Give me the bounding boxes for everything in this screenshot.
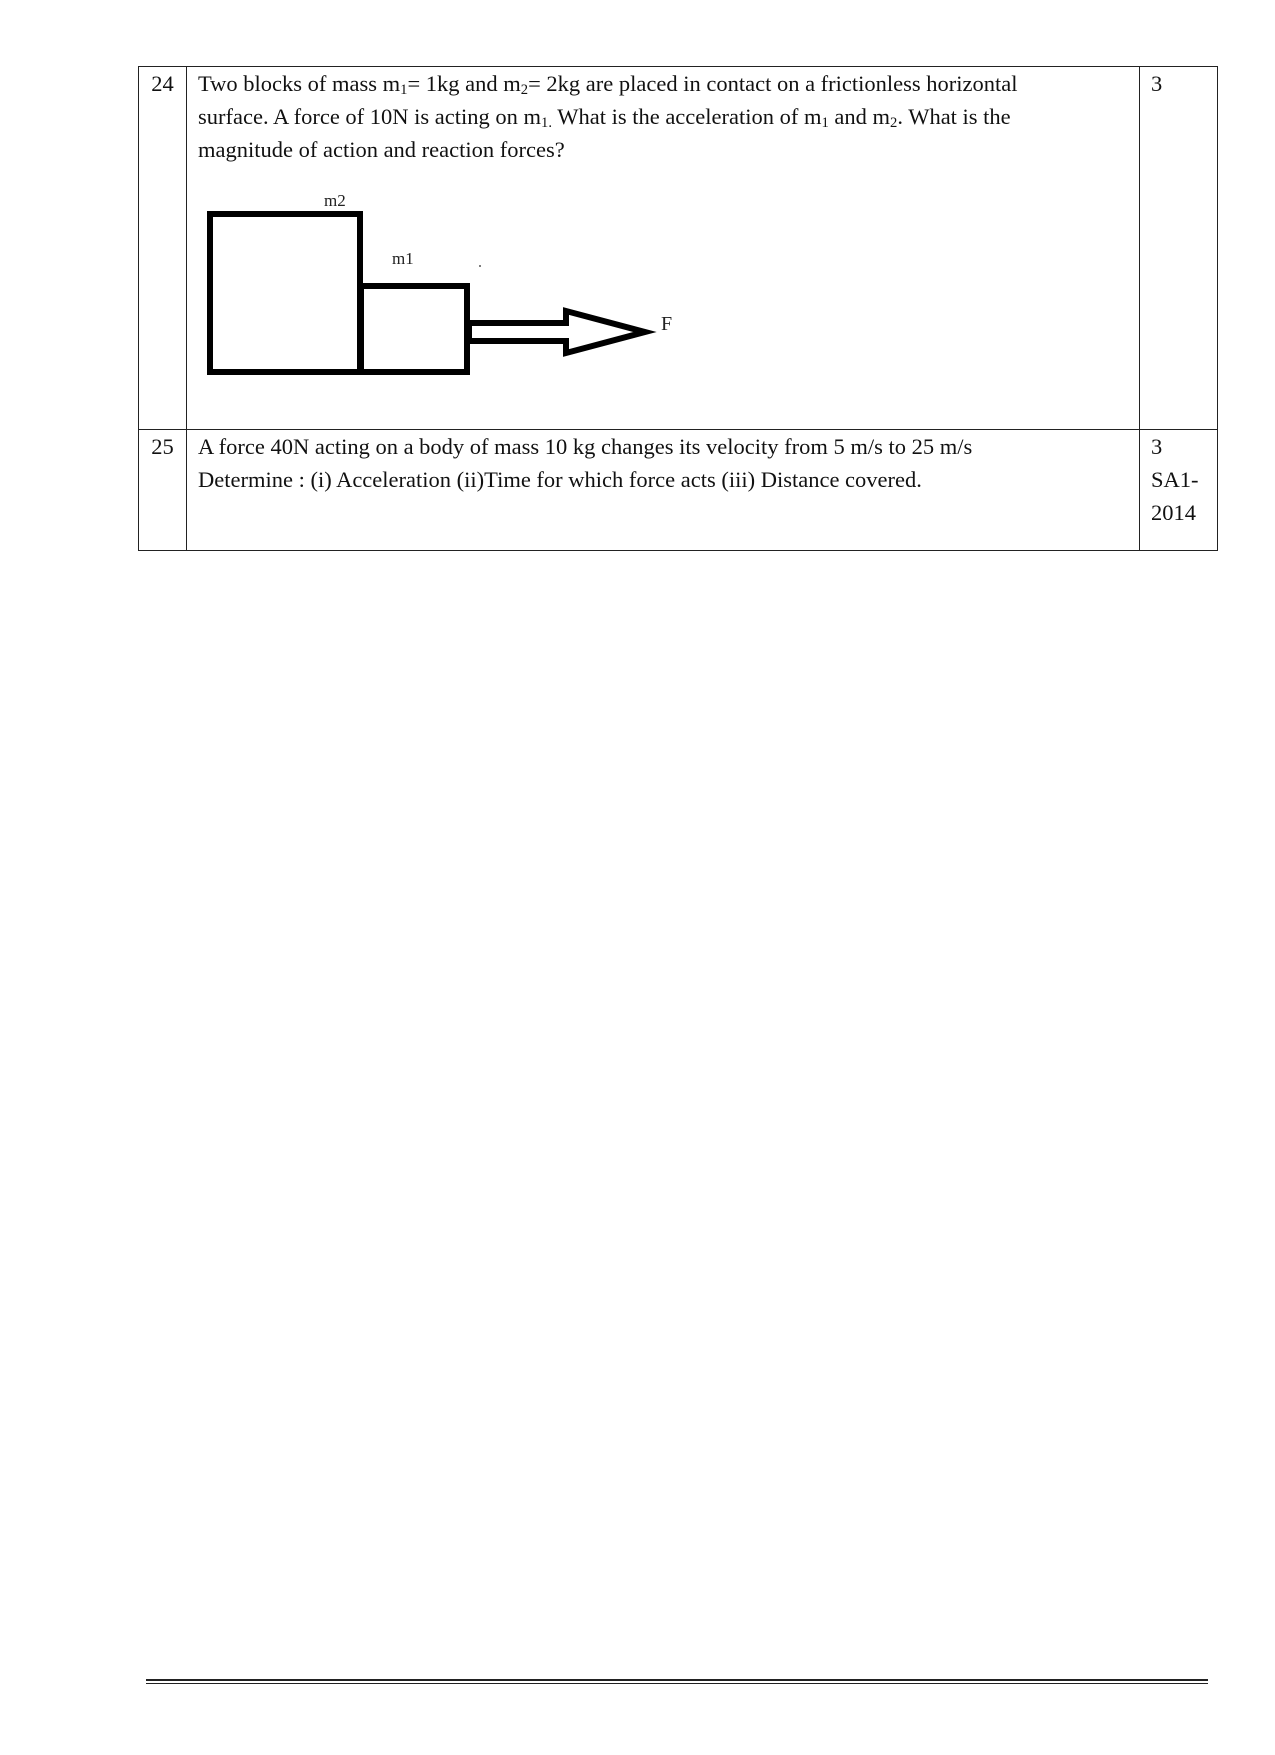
question-number: 25 bbox=[139, 430, 187, 551]
question-text bbox=[187, 430, 1140, 551]
label-force: F bbox=[661, 313, 673, 335]
blocks-force-diagram bbox=[198, 184, 678, 384]
footer-rule bbox=[146, 1679, 1208, 1681]
question-text-line-2: Determine : (i) Acceleration (ii)Time for which force acts (iii) Distance covered. bbox=[198, 467, 922, 492]
questions-table bbox=[138, 66, 1218, 551]
source-tag-line-2: 2014 bbox=[1151, 500, 1196, 525]
question-marks bbox=[1140, 430, 1218, 551]
question-row-24 bbox=[139, 67, 1218, 430]
block-m2 bbox=[210, 214, 360, 372]
question-text bbox=[187, 67, 1140, 430]
question-text-line-1: A force 40N acting on a body of mass 10 kg changes its velocity from 5 m/s to 25 m/s bbox=[198, 434, 973, 459]
footer-rule-thin bbox=[146, 1683, 1208, 1684]
question-marks: 3 bbox=[1140, 67, 1218, 430]
question-row-25 bbox=[139, 430, 1218, 551]
force-arrow bbox=[469, 311, 645, 353]
question-number: 24 bbox=[139, 67, 187, 430]
label-m2: m2 bbox=[324, 191, 346, 210]
source-tag-line-1: SA1- bbox=[1151, 467, 1199, 492]
marks-value: 3 bbox=[1151, 434, 1163, 459]
block-m1 bbox=[361, 286, 467, 372]
label-m1: m1 bbox=[392, 249, 414, 268]
question-text-line-3: magnitude of action and reaction forces? bbox=[198, 137, 565, 162]
question-text-line-1: Two blocks of mass $m_1= 1kg$ and $m_2= 2kg$ are placed in contact on a frictionless horizontal bbox=[198, 71, 1018, 98]
stray-dot bbox=[479, 265, 481, 267]
question-text-line-2: surface. A force of 10N is acting on $m_{1.}$ What is the acceleration of $m_1$ and $m_2$. What is the bbox=[198, 104, 1011, 131]
